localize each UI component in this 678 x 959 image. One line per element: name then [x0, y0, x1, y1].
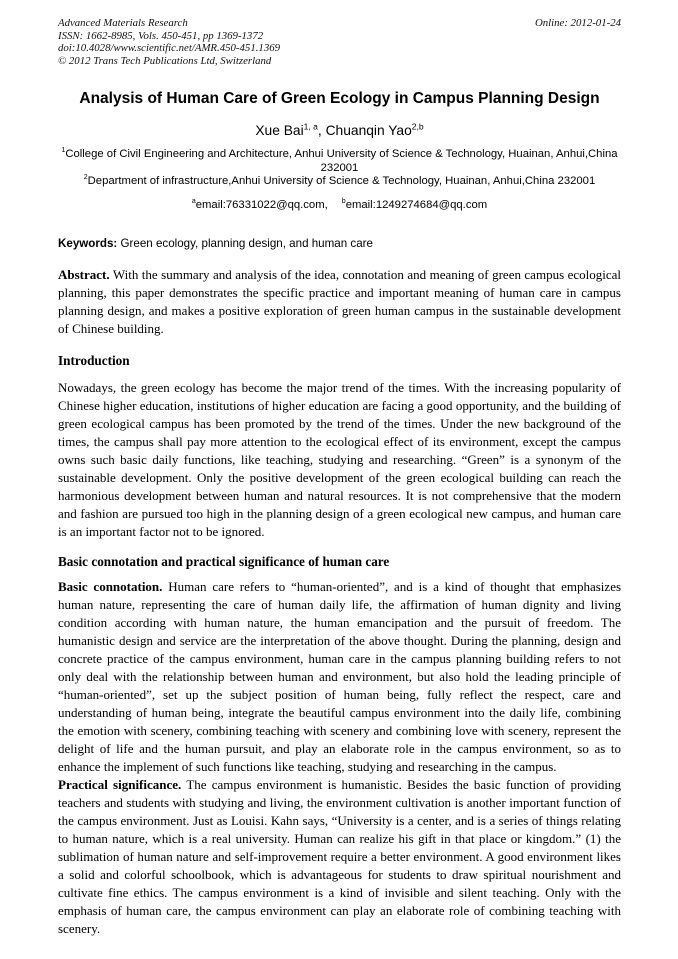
section-heading-introduction: Introduction — [58, 353, 130, 369]
keywords-line — [58, 236, 621, 251]
author-2-sup: 2,b — [411, 121, 424, 132]
basic-connotation-paragraph — [58, 578, 621, 776]
abstract-text: With the summary and analysis of the idea, connotation and meaning of green campus ecological planning, this paper demonstrates the specific practice and important meaning of human care in campus planning design, and makes a positive exploration of green human campus in the sustainable development of Chinese building. — [58, 267, 621, 337]
basic-connotation-text: Human care refers to “human-oriented”, and is a kind of thought that emphasizes human nature, representing the care of human daily life, the affirmation of human dignity and living condition according with human nature, the human emancipation and the pursuit of freedom. The humanistic design and service are the interpretation of the above thought. During the planning, design and concrete practice of the campus environment, human care in the campus planning building refers to not only deal with the relationship between human and environment, but also hold the leading principle of “human-oriented”, set up the subject position of human being, fully reflect the respect, care and understanding of human being, integrate the beautiful campus environment into the daily life, combining the emotion with scenery, combining teaching with scenery and combining love with scenery, represent the delight of life and the human pursuit, and play an elaborate role in the campus environment, so as to enhance the implement of such functions like teaching, studying and researching in the campus. — [58, 579, 622, 775]
journal-header — [58, 17, 621, 67]
journal-header-left — [58, 17, 280, 67]
affiliation-1-sup: 1 — [61, 147, 66, 155]
affiliation-1-text: College of Civil Engineering and Architecture, Anhui University of Science & Technology, Huainan, Anhui,China 232001 — [65, 147, 618, 174]
section-heading-basic-connotation: Basic connotation and practical significance of human care — [58, 553, 390, 569]
copyright-line: © 2012 Trans Tech Publications Ltd, Switzerland — [58, 54, 272, 67]
email-b-sup: b — [341, 198, 346, 206]
author-1-sup: 1, a — [303, 121, 318, 132]
keywords-text: Green ecology, planning design, and human care — [120, 237, 373, 251]
author-2-name: Chuanqin Yao — [325, 122, 412, 138]
issn-line: ISSN: 1662-8985, Vols. 450-451, pp 1369-1372 — [58, 29, 264, 42]
practical-significance-text: The campus environment is humanistic. Besides the basic function of providing teachers and students with studying and living, the environment cultivation is another important function of the campus environment. Just as Louisi. Kahn says, “University is a center, and is a series of things relating to human nature, which is a real university. Human can realize his gift in that place or kingdom.” (1) the sublimation of human nature and self-improvement require a better environment. A good environment likes a solid and colorful schoolbook, which is advantageous for students to draw spiritual nourishment and cultivate fine ethics. The campus environment is a kind of invisible and silent teaching. Only with the emphasis of human care, the campus environment can play an elaborate role of combining teaching with scenery. — [58, 777, 622, 937]
affiliation-2-text: Department of infrastructure,Anhui University of Science & Technology, Huainan, Anhui,China 232001 — [87, 175, 596, 188]
online-date: Online: 2012-01-24 — [534, 17, 621, 29]
basic-connotation-lead: Basic connotation. — [58, 579, 163, 595]
affiliation-1 — [58, 148, 621, 176]
affiliations — [58, 148, 621, 189]
journal-name: Advanced Materials Research — [58, 17, 188, 29]
paper-title: Analysis of Human Care of Green Ecology in Campus Planning Design — [79, 90, 600, 108]
author-1-name: Xue Bai — [255, 122, 304, 138]
practical-significance-paragraph — [58, 776, 621, 938]
abstract-paragraph — [58, 266, 621, 338]
email-b: email:1249274684@qq.com — [345, 199, 488, 212]
introduction-paragraph: Nowadays, the green ecology has become the major trend of the times. With the increasing popularity of Chinese higher education, institutions of higher education are facing a good opportunity, and the building of green ecological campus has been promoted by the trend of the times. Under the new background of the times, the campus shall pay more attention to the ecological effect of its environment, except the campus owns such basic daily functions, like teaching, studying and researching. “Green” is a synonym of the sustainable development. Only the positive development of the green ecological building can reach the harmonious development between human and natural resources. It is not comprehensive that the modern and fashion are pursued too high in the planning design of a green ecological new campus, and human care is an important factor not to be ignored. — [58, 379, 621, 539]
email-a-sup: a — [191, 198, 196, 206]
abstract-label: Abstract. — [58, 267, 110, 283]
authors-line — [58, 122, 621, 139]
authors-separator: , — [317, 122, 326, 138]
affiliation-2 — [58, 175, 621, 189]
keywords-label: Keywords: — [58, 237, 118, 251]
emails-line — [58, 199, 621, 213]
affiliation-2-sup: 2 — [83, 174, 88, 182]
practical-significance-lead: Practical significance. — [58, 777, 182, 793]
email-a: email:76331022@qq.com, — [195, 199, 328, 212]
doi-line: doi:10.4028/www.scientific.net/AMR.450-451.1369 — [58, 42, 281, 55]
